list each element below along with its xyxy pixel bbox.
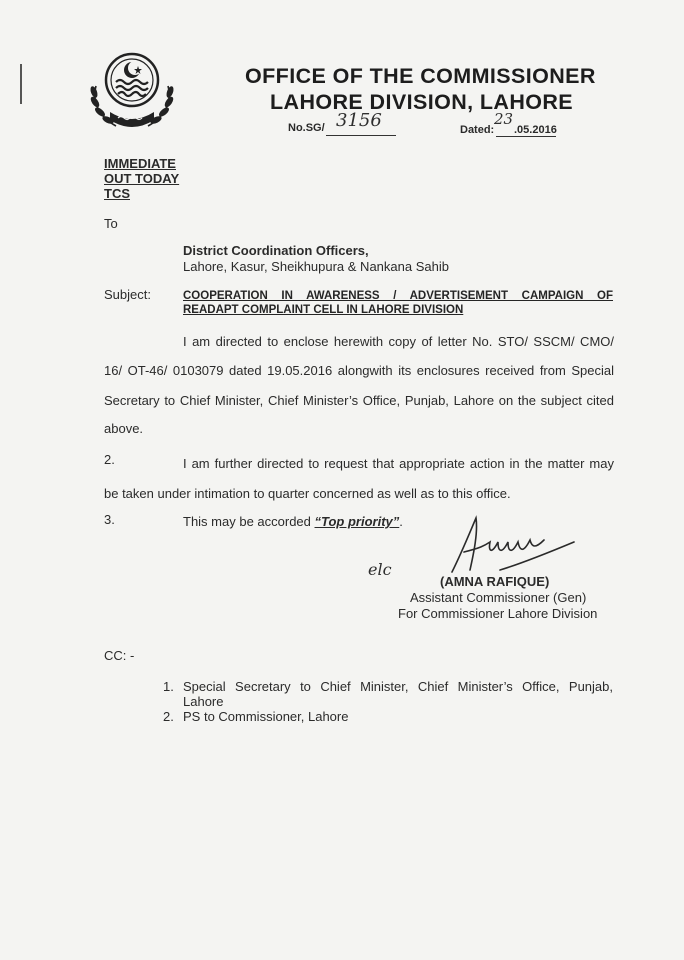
addressee-places: Lahore, Kasur, Sheikhupura & Nankana Sahib (183, 259, 449, 274)
para2-line-1: I am further directed to request that appropriate action in the matter may (183, 456, 614, 471)
scan-edge-mark (20, 64, 22, 104)
para3-line (183, 514, 403, 529)
para1-line-1: I am directed to enclose herewith copy of letter No. STO/ SSCM/ CMO/ (183, 334, 614, 349)
cc-label: CC: - (104, 648, 135, 663)
subject-line-2: READAPT COMPLAINT CELL IN LAHORE DIVISION (183, 304, 464, 316)
para1-line-3: Secretary to Chief Minister, Chief Minister’s Office, Punjab, Lahore on the subject cited (104, 393, 614, 408)
signatory-name: (AMNA RAFIQUE) (440, 574, 550, 589)
addressee-title: District Coordination Officers, (183, 243, 369, 258)
priority-tcs: TCS (104, 186, 130, 201)
cc-item-1-line-2: Lahore (183, 694, 224, 709)
subject-line-1: COOPERATION IN AWARENESS / ADVERTISEMENT CAMPAIGN OF (183, 290, 613, 302)
para1-line-2: 16/ OT-46/ 0103079 dated 19.05.2016 alongwith its enclosures received from Special (104, 363, 614, 378)
para1-line-4: above. (104, 421, 144, 436)
para3-period: . (399, 514, 403, 529)
priority-immediate: IMMEDIATE (104, 156, 176, 171)
dated-label: Dated: (460, 124, 495, 136)
ref-number-handwritten: 3156 (336, 110, 382, 131)
priority-block (104, 156, 179, 201)
subject-label: Subject: (104, 287, 151, 302)
signatory-designation: Assistant Commissioner (Gen) (410, 590, 587, 605)
para2-line-2: be taken under intimation to quarter concerned as well as to this office. (104, 486, 511, 501)
ref-underline (326, 134, 396, 136)
division-title: LAHORE DIVISION, LAHORE (270, 90, 574, 114)
dated-day-handwritten: 23 (494, 110, 514, 128)
ref-label: No.SG/ (288, 122, 325, 134)
cc-item-1-line-1: Special Secretary to Chief Minister, Chief Minister’s Office, Punjab, (183, 679, 613, 694)
dated-rest: .05.2016 (514, 124, 557, 136)
cc-item-2-number: 2. (163, 709, 174, 724)
para3-number: 3. (104, 512, 115, 527)
signatory-for-line: For Commissioner Lahore Division (398, 606, 598, 621)
para2-number: 2. (104, 452, 115, 467)
para3-text: This may be accorded (183, 514, 315, 529)
cc-item-1-number: 1. (163, 679, 174, 694)
cc-item-2-line-1: PS to Commissioner, Lahore (183, 709, 349, 724)
to-label: To (104, 216, 118, 231)
punjab-government-emblem-icon (86, 46, 178, 132)
handwritten-signature (440, 512, 580, 582)
top-priority-emphasis: “Top priority” (314, 514, 400, 529)
initials-handwritten: elc (368, 560, 392, 579)
priority-out-today: OUT TODAY (104, 171, 180, 186)
office-title: OFFICE OF THE COMMISSIONER (245, 64, 596, 88)
